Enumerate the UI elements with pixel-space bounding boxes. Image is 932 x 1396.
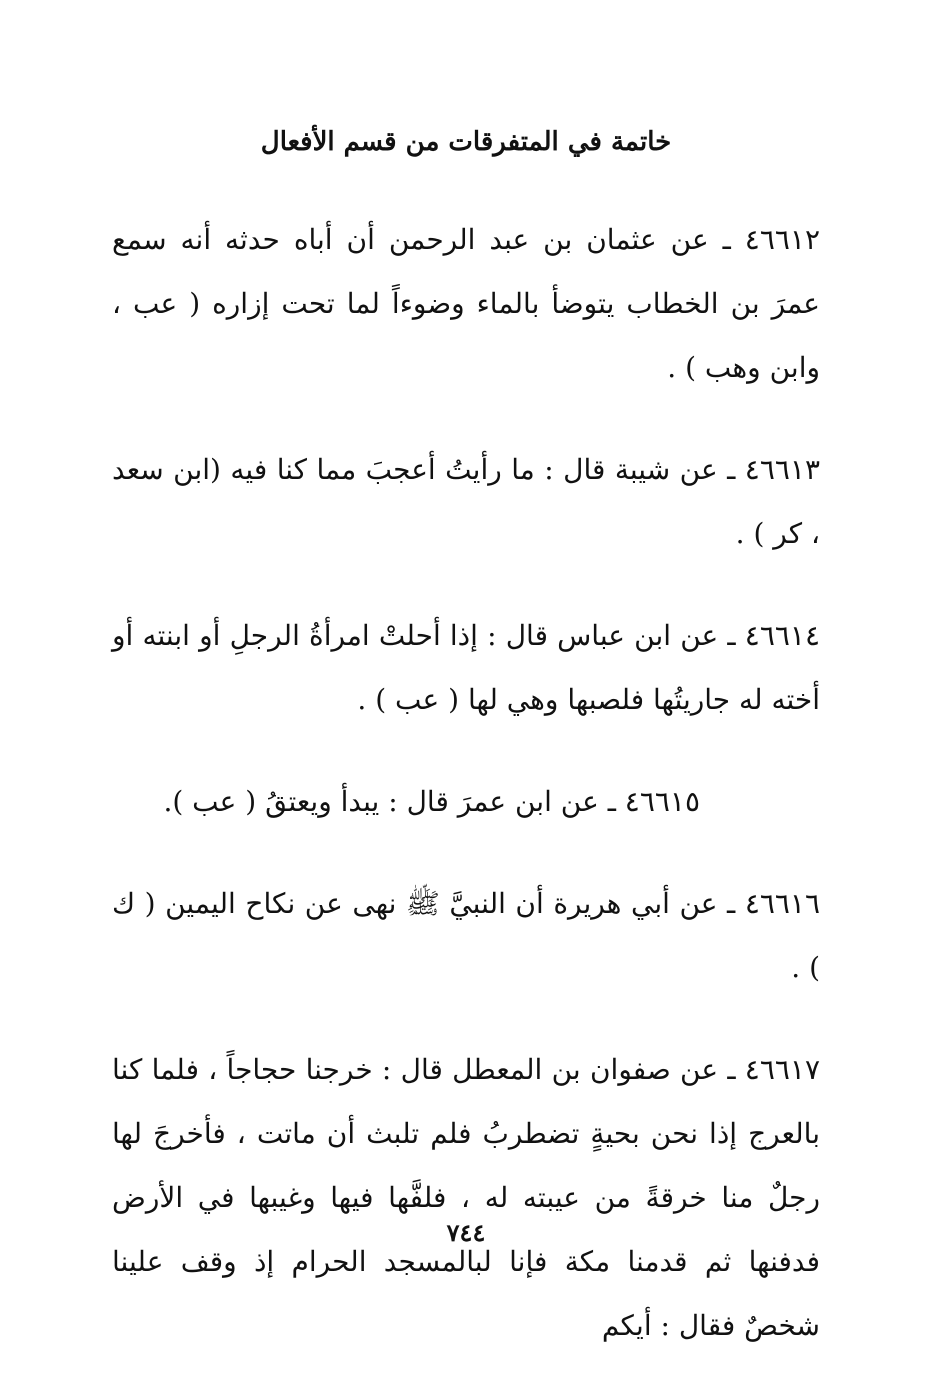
section-title: خاتمة في المتفرقات من قسم الأفعال bbox=[260, 127, 672, 157]
hadith-entry: ٤٦٦١٧ ـ عن صفوان بن المعطل قال : خرجنا حجاجاً ، فلما كنا بالعرج إذا نحن بحيةٍ تضطربُ فلم تلبث أن ماتت ، فأخرجَ لها رجلٌ منا خرقةً من عيبته له ، فلفَّها فيها وغيبها في الأرض فدفنها ثم قدمنا مكة فإنا لبالمسجد الحرام إذ وقف علينا شخصٌ فقال : أيكم bbox=[112, 1053, 820, 1342]
hadith-entry: ٤٦٦١٣ ـ عن شيبة قال : ما رأيتُ أعجبَ مما كنا فيه (ابن سعد ، كر ) . bbox=[112, 453, 820, 550]
hadith-entry: ٤٦٦١٢ ـ عن عثمان بن عبد الرحمن أن أباه حدثه أنه سمع عمرَ بن الخطاب يتوضأ بالماء وضوءاً لما تحت إزاره ( عب ، وابن وهب ) . bbox=[112, 223, 820, 384]
hadith-entry: ٤٦٦١٦ ـ عن أبي هريرة أن النبيَّ ﷺ نهى عن نكاح اليمين ( ك ) . bbox=[112, 887, 821, 984]
hadith-entry: ٤٦٦١٤ ـ عن ابن عباس قال : إذا أحلتْ امرأةُ الرجلِ أو ابنته أو أخته له جاريتُها فلصبها وهي لها ( عب ) . bbox=[112, 619, 820, 716]
hadith-entry: ٤٦٦١٥ ـ عن ابن عمرَ قال : يبدأ ويعتقُ ( عب ). bbox=[163, 785, 700, 818]
page-number: ٧٤٤ bbox=[446, 1218, 486, 1247]
